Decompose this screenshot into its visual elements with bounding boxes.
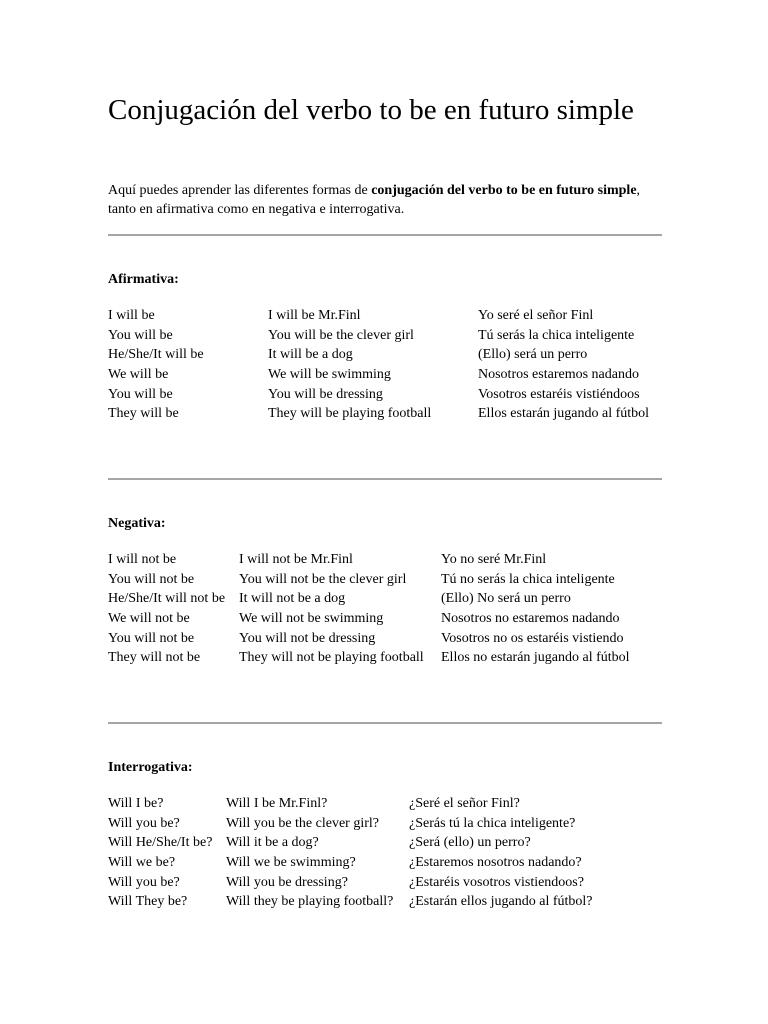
subject-form-cell: You will not be xyxy=(108,571,195,587)
section-divider xyxy=(108,234,662,236)
table-row xyxy=(108,550,668,570)
spanish-translation-cell: Yo no seré Mr.Finl xyxy=(441,552,547,567)
spanish-translation-cell: ¿Estarán ellos jugando al fútbol? xyxy=(409,894,593,910)
subject-form-cell: They will be xyxy=(108,406,179,422)
english-example-cell: You will not be the clever girl xyxy=(239,571,407,587)
section-title-interrogativa: Interrogativa: xyxy=(108,760,193,775)
section-title-afirmativa: Afirmativa: xyxy=(108,272,179,287)
section-divider xyxy=(108,722,662,724)
intro-paragraph xyxy=(108,181,663,219)
subject-form-cell: Will I be? xyxy=(108,796,164,811)
subject-form-cell: Will He/She/It be? xyxy=(108,835,213,851)
spanish-translation-cell: (Ello) No será un perro xyxy=(441,591,571,607)
subject-form-cell: You will not be xyxy=(108,630,195,646)
english-example-cell: They will not be playing football xyxy=(239,650,424,666)
english-example-cell: We will be swimming xyxy=(268,367,391,383)
table-row xyxy=(108,853,668,873)
page-title: Conjugación del verbo to be en futuro simple xyxy=(108,94,634,126)
conjugation-table-afirmativa xyxy=(108,306,668,424)
spanish-translation-cell: Tú no serás la chica inteligente xyxy=(441,571,615,587)
table-row xyxy=(108,833,668,853)
spanish-translation-cell: Vosotros no os estaréis vistiendo xyxy=(441,630,624,646)
subject-form-cell: Will we be? xyxy=(108,855,176,871)
table-row xyxy=(108,892,668,912)
section-title-negativa: Negativa: xyxy=(108,516,166,531)
table-row xyxy=(108,385,668,405)
table-row xyxy=(108,306,668,326)
subject-form-cell: You will be xyxy=(108,327,173,343)
subject-form-cell: We will be xyxy=(108,367,169,383)
subject-form-cell: We will not be xyxy=(108,611,190,627)
english-example-cell: Will it be a dog? xyxy=(226,835,319,851)
subject-form-cell: He/She/It will not be xyxy=(108,591,226,607)
spanish-translation-cell: ¿Seré el señor Finl? xyxy=(409,796,520,811)
english-example-cell: You will be dressing xyxy=(268,386,383,402)
section-divider xyxy=(108,478,662,480)
table-row xyxy=(108,609,668,629)
spanish-translation-cell: Nosotros estaremos nadando xyxy=(478,367,639,383)
english-example-cell: Will we be swimming? xyxy=(226,855,356,871)
spanish-translation-cell: ¿Estaréis vosotros vistiendoos? xyxy=(409,874,584,890)
subject-form-cell: I will be xyxy=(108,308,155,323)
table-row xyxy=(108,794,668,814)
english-example-cell: It will not be a dog xyxy=(239,591,346,607)
spanish-translation-cell: ¿Será (ello) un perro? xyxy=(409,835,531,851)
table-row xyxy=(108,629,668,649)
spanish-translation-cell: ¿Estaremos nosotros nadando? xyxy=(409,855,582,871)
table-row xyxy=(108,873,668,893)
english-example-cell: I will not be Mr.Finl xyxy=(239,552,353,567)
intro-text-before: Aquí puedes aprender las diferentes formas de xyxy=(108,183,372,198)
subject-form-cell: Will you be? xyxy=(108,815,180,831)
subject-form-cell: He/She/It will be xyxy=(108,347,204,363)
spanish-translation-cell: ¿Serás tú la chica inteligente? xyxy=(409,815,576,831)
spanish-translation-cell: Yo seré el señor Finl xyxy=(478,308,594,323)
subject-form-cell: They will not be xyxy=(108,650,201,666)
table-row xyxy=(108,365,668,385)
table-row xyxy=(108,326,668,346)
english-example-cell: You will be the clever girl xyxy=(268,327,414,343)
spanish-translation-cell: Tú serás la chica inteligente xyxy=(478,327,635,343)
subject-form-cell: I will not be xyxy=(108,552,177,567)
english-example-cell: Will they be playing football? xyxy=(226,894,394,910)
english-example-cell: You will not be dressing xyxy=(239,630,376,646)
table-row xyxy=(108,648,668,668)
spanish-translation-cell: Ellos estarán jugando al fútbol xyxy=(478,406,650,422)
spanish-translation-cell: Nosotros no estaremos nadando xyxy=(441,611,620,627)
english-example-cell: Will you be the clever girl? xyxy=(226,815,379,831)
subject-form-cell: Will you be? xyxy=(108,874,180,890)
table-row xyxy=(108,589,668,609)
spanish-translation-cell: Ellos no estarán jugando al fútbol xyxy=(441,650,630,666)
english-example-cell: I will be Mr.Finl xyxy=(268,308,361,323)
spanish-translation-cell: (Ello) será un perro xyxy=(478,347,588,363)
subject-form-cell: Will They be? xyxy=(108,894,188,910)
table-row xyxy=(108,814,668,834)
conjugation-table-interrogativa xyxy=(108,794,668,912)
table-row xyxy=(108,345,668,365)
english-example-cell: It will be a dog xyxy=(268,347,353,363)
english-example-cell: We will not be swimming xyxy=(239,611,384,627)
english-example-cell: They will be playing football xyxy=(268,406,432,422)
table-row xyxy=(108,404,668,424)
table-row xyxy=(108,570,668,590)
conjugation-table-negativa xyxy=(108,550,668,668)
intro-text-bold: conjugación del verbo to be en futuro simple xyxy=(371,183,637,198)
english-example-cell: Will I be Mr.Finl? xyxy=(226,796,328,811)
spanish-translation-cell: Vosotros estaréis vistiéndoos xyxy=(478,386,640,402)
subject-form-cell: You will be xyxy=(108,386,173,402)
english-example-cell: Will you be dressing? xyxy=(226,874,348,890)
intro-text-after: , tanto en afirmativa como en negativa e interrogativa. xyxy=(108,183,641,217)
